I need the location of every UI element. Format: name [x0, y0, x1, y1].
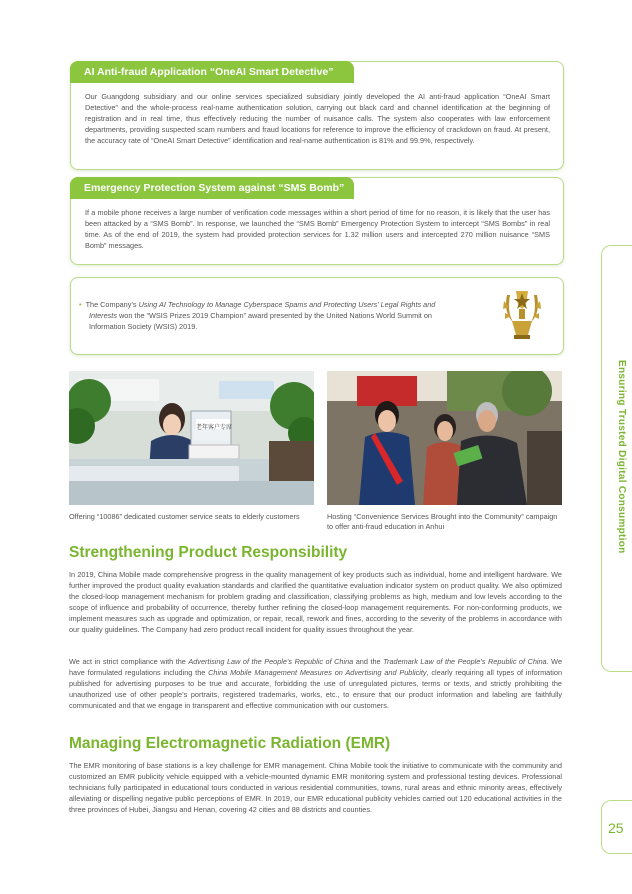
side-chapter-label: Ensuring Trusted Digital Consumption [616, 360, 627, 554]
award-text-post: won the “WSIS Prizes 2019 Champion” award presented by the United Nations World Summit on Information Society (WSIS) 2019. [89, 311, 432, 331]
community-campaign-scene [327, 371, 562, 505]
emr-para: The EMR monitoring of base stations is a key challenge for EMR management. China Mobile took the initiative to communicate with the community and customized an EMR publicity vehicle equipped with a vehicle-mounted dynamic EMR monitoring system and professional testing devices. Professional technicians fully participated in educational tours conducted in various residential communities, towns, rural areas and ethnic minority areas, effectively alleviating or dispelling negative public perceptions of EMR. In 2019, our EMR educational publicity vehicles carried out 120 educational activities in the three provinces of Hubei, Jiangsu and Henan, covering 42 cities and 88 districts and counties. [69, 761, 562, 814]
community-campaign-photo [327, 371, 562, 505]
left-photo-caption: Offering “10086” dedicated customer service seats to elderly customers [69, 512, 300, 521]
sms-bomb-body: If a mobile phone receives a large number of verification code messages within a short period of time for no reason, it is likely that the user has been attacked by a “SMS Bomb”. In response, we launched the “SMS Bomb” Emergency Protection System to intercept “SMS Bombs” in real time. As of the end of 2019, the system had provided protection services for 1.32 million users and intercepted 270 million nuisance “SMS Bomb” messages. [85, 208, 550, 250]
sms-bomb-title: Emergency Protection System against “SMS Bomb” [70, 177, 354, 199]
award-bullet: • [79, 300, 82, 309]
advertising-measures-title: China Mobile Management Measures on Advertising and Publicity [208, 668, 427, 677]
award-box [70, 277, 564, 355]
right-photo-caption: Hosting “Convenience Services Brought into the Community” campaign to offer anti-fraud education in Anhui [327, 512, 558, 531]
para2-text-c: and the [353, 657, 384, 666]
ai-anti-fraud-title: AI Anti-fraud Application “OneAI Smart Detective” [70, 61, 354, 83]
product-responsibility-para-1: In 2019, China Mobile made comprehensive progress in the quality management of key products such as individual, home and intelligent hardware. We further improved the product quality evaluation standards and clarified the quantitative evaluation indicator system on product quality. We also optimized the closed-loop management mechanism for problem grading and classification, classifying problems as high, medium and low levels according to the scope of influence and probability of occurrence, thereby further refining the closed-loop management requirements. For non-conforming products, we implement measures such as upgrade and optimization, or repair, recall, rework and fines, according to the severity of the problems in accordance with our quality guidelines. The Company had zero product recall incident for quality issues throughout the year. [69, 570, 562, 634]
sms-bomb-box [70, 177, 564, 265]
product-responsibility-para-2 [69, 656, 562, 711]
section-heading-product-responsibility: Strengthening Product Responsibility [69, 544, 348, 561]
page-number: 25 [608, 820, 624, 836]
para2-text-e: . We have formulated regulations including the [69, 657, 562, 677]
elderly-service-sign: 老年客户专席 [196, 424, 233, 431]
page-number-tab [601, 800, 632, 854]
trophy-icon [496, 287, 548, 343]
ai-anti-fraud-box [70, 61, 564, 170]
trademark-law-title: Trademark Law of the People’s Republic of China [383, 657, 547, 666]
award-text [79, 299, 464, 332]
advertising-law-title: Advertising Law of the People’s Republic of China [188, 657, 354, 666]
customer-service-scene [69, 371, 314, 505]
award-text-pre: The Company’s [85, 300, 139, 309]
section-heading-emr: Managing Electromagnetic Radiation (EMR) [69, 735, 391, 752]
para2-text-g: , clearly requiring all types of information published for advertising purposes to be true and accurate, forbidding the use of unregulated pictures, terms or texts, and strictly prohibiting the unauthorized use of other people’s portraits, registered trademarks, works, etc., to ensure that our product information and labeling are faithfully communicated and that we engage in transparent and effective communication with our customers. [69, 668, 563, 710]
customer-service-photo [69, 371, 314, 505]
para2-text-a: We act in strict compliance with the [69, 657, 189, 666]
award-project-title: Using AI Technology to Manage Cyberspace Spams and Protecting Users’ Legal Rights and Interests [89, 300, 436, 320]
ai-anti-fraud-body: Our Guangdong subsidiary and our online services specialized subsidiary jointly developed the AI anti-fraud application “OneAI Smart Detective” and the whole-process real-name authentication solution, carrying out black card and channel identification at the beginning of registration and in real time, thus effectively reducing the number of nuisance calls. The system also cooperates with law enforcement departments, providing suspected scam numbers and fraud locations for reference to improve the efficiency of crackdown on fraud. At present, the accuracy rate of “OneAI Smart Detective” identification and real-name authentication is 81% and 99.9%, respectively. [85, 92, 550, 145]
